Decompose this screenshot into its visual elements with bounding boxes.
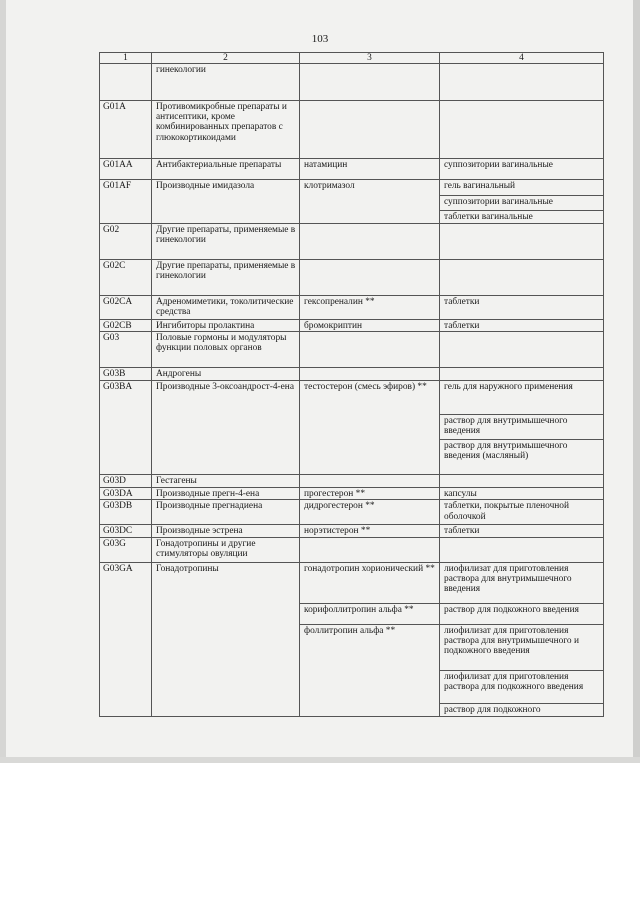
dosage-form-cell: раствор для внутримышечного введения: [440, 415, 604, 440]
dosage-form-cell: раствор для подкожного: [440, 703, 604, 716]
atc-code-cell: G03: [100, 332, 152, 368]
atc-code-cell: G03DB: [100, 500, 152, 525]
drug-name-cell: норэтистерон **: [300, 525, 440, 537]
atc-code-cell: G01AA: [100, 159, 152, 180]
group-name-cell: гинекологии: [152, 64, 300, 101]
group-name-cell: Производные прегн-4-ена: [152, 488, 300, 500]
column-header-3: 3: [300, 53, 440, 64]
column-header-4: 4: [440, 53, 604, 64]
group-name-cell: Андрогены: [152, 368, 300, 381]
table-row: [100, 525, 604, 537]
dosage-form-cell: суппозитории вагинальные: [440, 196, 604, 211]
atc-code-cell: G02C: [100, 260, 152, 296]
dosage-form-cell: лиофилизат для приготовления раствора для подкожного введения: [440, 670, 604, 703]
drug-name-cell: [300, 537, 440, 562]
table-row: [100, 260, 604, 296]
table-row: [100, 562, 604, 603]
dosage-form-cell: [440, 537, 604, 562]
dosage-form-cell: суппозитории вагинальные: [440, 159, 604, 180]
group-name-cell: Другие препараты, применяемые в гинекологии: [152, 260, 300, 296]
drug-name-cell: [300, 332, 440, 368]
atc-code-cell: G01A: [100, 101, 152, 159]
group-name-cell: Другие препараты, применяемые в гинекологии: [152, 224, 300, 260]
dosage-form-cell: гель вагинальный: [440, 180, 604, 196]
scan-edge-bottom: [0, 757, 640, 763]
group-name-cell: Производные имидазола: [152, 180, 300, 224]
group-name-cell: Гонадотропины: [152, 562, 300, 716]
drug-name-cell: гексопреналин **: [300, 296, 440, 320]
drug-name-cell: [300, 368, 440, 381]
table-row: [100, 296, 604, 320]
atc-code-cell: G03DC: [100, 525, 152, 537]
drug-name-cell: корифоллитропин альфа **: [300, 603, 440, 624]
group-name-cell: Противомикробные препараты и антисептики, кроме комбинированных препаратов с глюкокортикоидами: [152, 101, 300, 159]
group-name-cell: Гестагены: [152, 475, 300, 488]
drug-name-cell: [300, 64, 440, 101]
table-header-row: [100, 53, 604, 64]
atc-code-cell: G02CA: [100, 296, 152, 320]
group-name-cell: Производные прегнадиена: [152, 500, 300, 525]
table-row: [100, 381, 604, 415]
table-row: [100, 224, 604, 260]
dosage-form-cell: таблетки, покрытые пленочной оболочкой: [440, 500, 604, 525]
drug-name-cell: дидрогестерон **: [300, 500, 440, 525]
atc-code-cell: G01AF: [100, 180, 152, 224]
dosage-form-cell: таблетки: [440, 320, 604, 332]
drug-name-cell: прогестерон **: [300, 488, 440, 500]
drug-name-cell: [300, 260, 440, 296]
scan-edge-right: [633, 0, 640, 762]
atc-code-cell: G03G: [100, 537, 152, 562]
atc-code-cell: G02: [100, 224, 152, 260]
table-row: [100, 159, 604, 180]
dosage-form-cell: раствор для внутримышечного введения (масляный): [440, 440, 604, 475]
table-row: [100, 332, 604, 368]
dosage-form-cell: лиофилизат для приготовления раствора для внутримышечного и подкожного введения: [440, 624, 604, 670]
dosage-form-cell: [440, 64, 604, 101]
table-row: [100, 537, 604, 562]
drug-name-cell: натамицин: [300, 159, 440, 180]
drug-name-cell: [300, 224, 440, 260]
group-name-cell: Производные 3-оксоандрост-4-ена: [152, 381, 300, 475]
drug-name-cell: клотримазол: [300, 180, 440, 224]
atc-code-cell: G03D: [100, 475, 152, 488]
atc-code-cell: G02CB: [100, 320, 152, 332]
dosage-form-cell: капсулы: [440, 488, 604, 500]
atc-code-cell: G03BA: [100, 381, 152, 475]
table-row: [100, 320, 604, 332]
atc-code-cell: [100, 64, 152, 101]
table-row: [100, 475, 604, 488]
dosage-form-cell: лиофилизат для приготовления раствора для внутримышечного введения: [440, 562, 604, 603]
dosage-form-cell: [440, 224, 604, 260]
group-name-cell: Адреномиметики, токолитические средства: [152, 296, 300, 320]
table-row: [100, 101, 604, 159]
dosage-form-cell: гель для наружного применения: [440, 381, 604, 415]
atc-code-cell: G03GA: [100, 562, 152, 716]
table-row: [100, 488, 604, 500]
table-row: [100, 500, 604, 525]
drug-name-cell: [300, 101, 440, 159]
atc-code-cell: G03DA: [100, 488, 152, 500]
atc-code-cell: G03B: [100, 368, 152, 381]
drug-table: [99, 52, 604, 717]
group-name-cell: Гонадотропины и другие стимуляторы овуляции: [152, 537, 300, 562]
group-name-cell: Половые гормоны и модуляторы функции половых органов: [152, 332, 300, 368]
drug-name-cell: фоллитропин альфа **: [300, 624, 440, 716]
table-row: [100, 64, 604, 101]
table-row: [100, 368, 604, 381]
group-name-cell: Производные эстрена: [152, 525, 300, 537]
dosage-form-cell: таблетки: [440, 525, 604, 537]
table-row: [100, 180, 604, 196]
column-header-1: 1: [100, 53, 152, 64]
group-name-cell: Ингибиторы пролактина: [152, 320, 300, 332]
dosage-form-cell: таблетки вагинальные: [440, 211, 604, 224]
dosage-form-cell: таблетки: [440, 296, 604, 320]
drug-name-cell: гонадотропин хорионический **: [300, 562, 440, 603]
drug-name-cell: бромокриптин: [300, 320, 440, 332]
column-header-2: 2: [152, 53, 300, 64]
drug-name-cell: [300, 475, 440, 488]
drug-name-cell: тестостерон (смесь эфиров) **: [300, 381, 440, 475]
dosage-form-cell: [440, 101, 604, 159]
dosage-form-cell: раствор для подкожного введения: [440, 603, 604, 624]
dosage-form-cell: [440, 332, 604, 368]
page-number: 103: [311, 33, 329, 45]
dosage-form-cell: [440, 475, 604, 488]
dosage-form-cell: [440, 368, 604, 381]
dosage-form-cell: [440, 260, 604, 296]
group-name-cell: Антибактериальные препараты: [152, 159, 300, 180]
scan-edge-left: [0, 0, 6, 762]
